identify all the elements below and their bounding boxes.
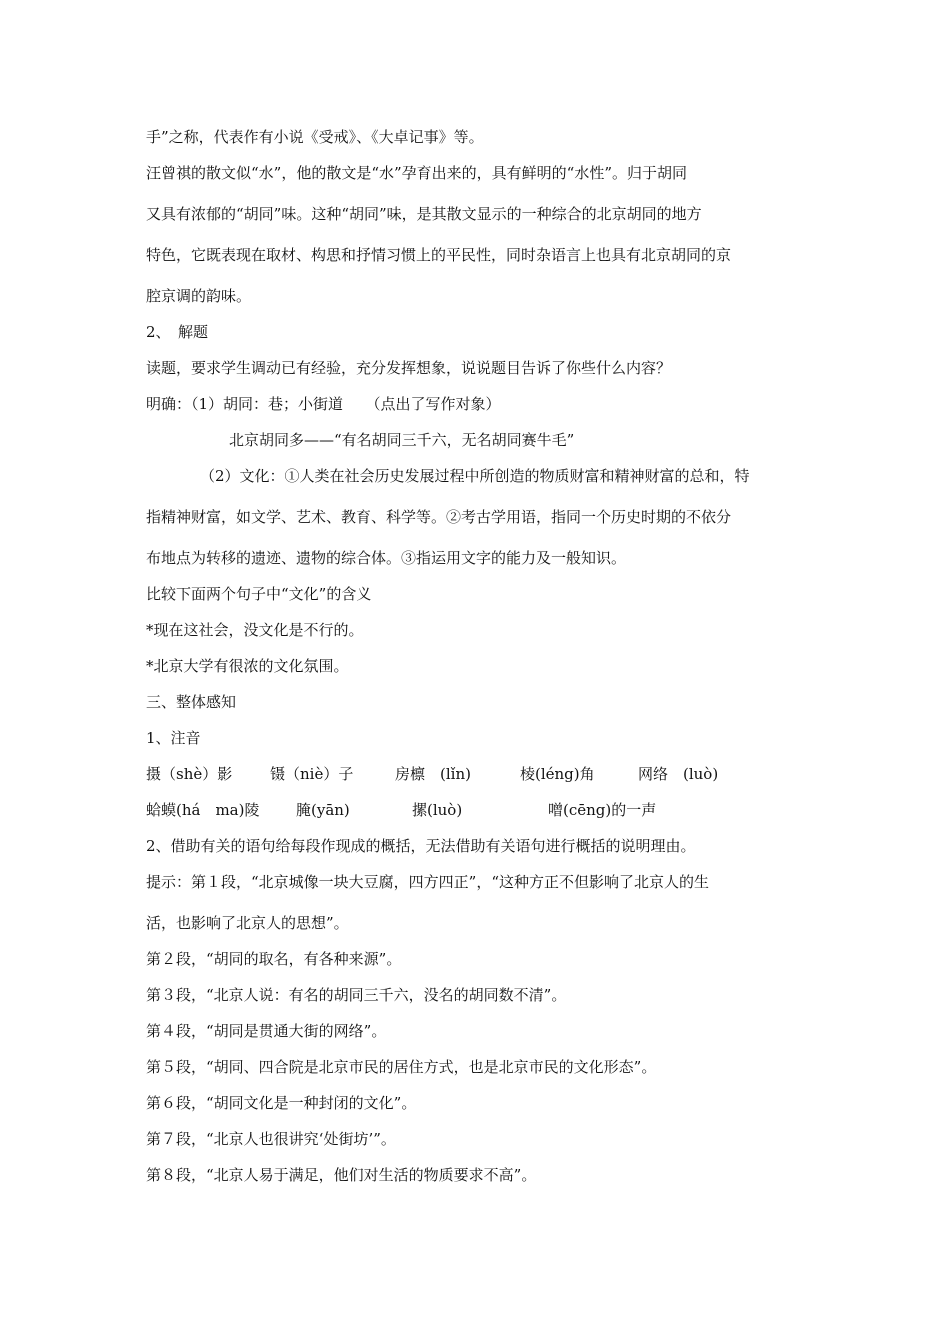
paragraph-summary: 第３段，“北京人说：有名的胡同三千六，没名的胡同数不清”。 bbox=[146, 986, 567, 1004]
pinyin-item: 棱(léng)角 bbox=[520, 765, 595, 783]
paragraph-summary: 第７段，“北京人也很讲究‘处街坊’”。 bbox=[146, 1130, 396, 1148]
compare-item: *现在这社会，没文化是不行的。 bbox=[146, 621, 364, 639]
clarify-1b: 北京胡同多——“有名胡同三千六，无名胡同赛牛毛” bbox=[229, 431, 575, 449]
clarify-2-line: （2）文化：①人类在社会历史发展过程中所创造的物质财富和精神财富的总和，特 bbox=[200, 467, 750, 485]
pinyin-item: 镊（niè）子 bbox=[270, 765, 354, 783]
pinyin-item: 蛤蟆(há ma)陵 bbox=[146, 801, 260, 819]
intro-paragraph-end: 手”之称，代表作有小说《受戒》、《大卓记事》等。 bbox=[146, 128, 484, 146]
pinyin-row bbox=[146, 764, 846, 784]
pinyin-item: 房檩 (lǐn) bbox=[395, 765, 471, 783]
paragraph-summary: 第６段，“胡同文化是一种封闭的文化”。 bbox=[146, 1094, 417, 1112]
clarify-2-line: 布地点为转移的遗迹、遗物的综合体。③指运用文字的能力及一般知识。 bbox=[146, 549, 627, 567]
compare-heading: 比较下面两个句子中“文化”的含义 bbox=[146, 585, 372, 603]
reading-prompt: 读题，要求学生调动已有经验，充分发挥想象，说说题目告诉了你些什么内容？ bbox=[146, 359, 672, 377]
clarify-1: 明确：（1）胡同：巷；小街道 （点出了写作对象） bbox=[146, 395, 501, 413]
pinyin-item: 摄（shè）影 bbox=[146, 765, 233, 783]
water-paragraph-line: 汪曾祺的散文似“水”，他的散文是“水”孕育出来的，具有鲜明的“水性”。归于胡同 bbox=[146, 164, 688, 182]
pinyin-row bbox=[146, 800, 846, 820]
pinyin-item: 腌(yān) bbox=[296, 801, 350, 819]
section-3-heading: 三、整体感知 bbox=[146, 693, 237, 711]
paragraph-summary: 第２段，“胡同的取名，有各种来源”。 bbox=[146, 950, 402, 968]
paragraph-summary: 第４段，“胡同是贯通大街的网络”。 bbox=[146, 1022, 387, 1040]
water-paragraph-line: 又具有浓郁的“胡同”味。这种“胡同”味，是其散文显示的一种综合的北京胡同的地方 bbox=[146, 205, 702, 223]
section-2-heading: 2、 解题 bbox=[146, 323, 209, 341]
paragraph-summary: 第８段，“北京人易于满足，他们对生活的物质要求不高”。 bbox=[146, 1166, 537, 1184]
pinyin-item: 噌(cēng)的一声 bbox=[548, 801, 657, 819]
pinyin-item: 网络 (luò) bbox=[638, 765, 719, 783]
compare-item: *北京大学有很浓的文化氛围。 bbox=[146, 657, 349, 675]
pinyin-item: 摞(luò) bbox=[412, 801, 463, 819]
clarify-2-line: 指精神财富，如文学、艺术、教育、科学等。②考古学用语，指同一个历史时期的不依分 bbox=[146, 508, 732, 526]
hint-line: 提示：第１段，“北京城像一块大豆腐，四方四正”，“这种方正不但影响了北京人的生 bbox=[146, 873, 710, 891]
hint-line: 活，也影响了北京人的思想”。 bbox=[146, 914, 349, 932]
pinyin-heading: 1、注音 bbox=[146, 729, 201, 747]
water-paragraph-line: 特色，它既表现在取材、构思和抒情习惯上的平民性，同时杂语言上也具有北京胡同的京 bbox=[146, 246, 732, 264]
water-paragraph-line: 腔京调的韵味。 bbox=[146, 287, 252, 305]
summary-heading: 2、借助有关的语句给每段作现成的概括，无法借助有关语句进行概括的说明理由。 bbox=[146, 837, 696, 855]
paragraph-summary: 第５段，“胡同、四合院是北京市民的居住方式，也是北京市民的文化形态”。 bbox=[146, 1058, 657, 1076]
